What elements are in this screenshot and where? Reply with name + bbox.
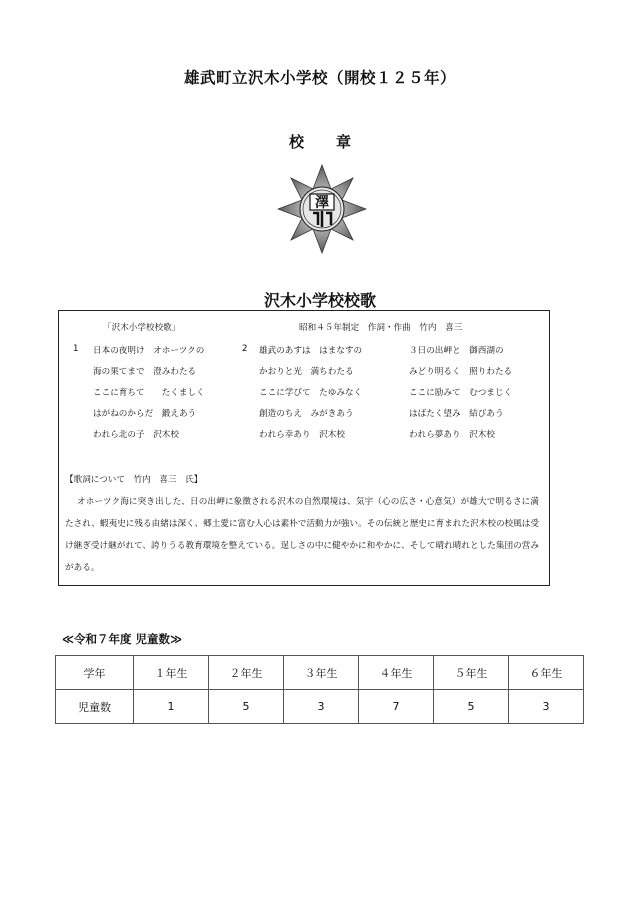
song-label: 「沢木小学校校歌」 <box>103 323 181 333</box>
lyric-line: ここに励みて むつまじく <box>409 388 513 398</box>
count-cell: 7 <box>359 690 434 724</box>
emblem-heading-char: 章 <box>336 133 352 151</box>
enrollment-table <box>55 655 584 724</box>
grade-cell: ６年生 <box>509 656 584 690</box>
verse-number: 2 <box>242 344 248 354</box>
count-cell: 5 <box>434 690 509 724</box>
lyric-line: はばたく望み 結びあう <box>409 409 504 419</box>
school-song-box <box>58 310 550 586</box>
emblem-heading-char: 校 <box>288 133 304 151</box>
lyric-line: ３日の出岬と 御西湖の <box>409 346 504 356</box>
lyrics-note-title: 【歌詞について 竹内 喜三 氏】 <box>65 475 203 485</box>
grade-cell: ２年生 <box>209 656 284 690</box>
count-cell: 5 <box>209 690 284 724</box>
grade-cell: ５年生 <box>434 656 509 690</box>
lyric-line: ここに育ちて たくましく <box>93 388 205 398</box>
row-label-cell: 児童数 <box>56 690 134 724</box>
page-title: 雄武町立沢木小学校（開校１２５年） <box>183 69 456 87</box>
table-row <box>56 690 584 724</box>
lyric-line: 日本の夜明け オホーツクの <box>93 346 205 356</box>
lyric-line: 創造のちえ みがきあう <box>259 409 354 419</box>
enrollment-heading: ≪令和７年度 児童数≫ <box>62 632 183 646</box>
lyric-line: われら幸あり 沢木校 <box>259 430 345 440</box>
grade-cell: １年生 <box>134 656 209 690</box>
table-row <box>56 656 584 690</box>
lyric-line: われら北の子 沢木校 <box>93 430 179 440</box>
song-credit: 昭和４５年制定 作詞・作曲 竹内 喜三 <box>299 323 463 333</box>
count-cell: 3 <box>509 690 584 724</box>
grade-cell: ４年生 <box>359 656 434 690</box>
emblem-heading <box>0 131 640 152</box>
lyric-line: 海の果てまで 澄みわたる <box>93 367 197 377</box>
lyric-line: かおりと光 満ちわたる <box>259 367 354 377</box>
school-emblem-image <box>277 163 367 255</box>
lyric-line: ここに学びて たゆみなく <box>259 388 363 398</box>
grade-cell: ３年生 <box>284 656 359 690</box>
header-cell: 学年 <box>56 656 134 690</box>
emblem-character: 澤 <box>315 195 329 211</box>
lyric-line: はがねのからだ 鍛えあう <box>93 409 197 419</box>
lyric-line: みどり明るく 照りわたる <box>409 367 513 377</box>
school-song-heading: 沢木小学校校歌 <box>263 291 376 310</box>
lyrics-note-text: オホーツク海に突き出した、日の出岬に象徴される沢木の自然環境は、気宇（心の広さ・心意気）が雄大で明るさに満たされ、蝦夷史に残る由緒は深く、郷土愛に富む人心は素朴で活動力が強い。その伝統と歴史に育まれた沢木校の校風は受け継ぎ受け継がれて、誇りうる教育環境を整えている。逞しさの中に健やかに和やかに、そして晴れ晴れとした集団の営みがある。 <box>65 497 539 573</box>
count-cell: 3 <box>284 690 359 724</box>
count-cell: 1 <box>134 690 209 724</box>
lyric-line: われら夢あり 沢木校 <box>409 430 495 440</box>
lyric-line: 雄武のあすは はまなすの <box>259 346 363 356</box>
verse-number: 1 <box>73 344 79 354</box>
